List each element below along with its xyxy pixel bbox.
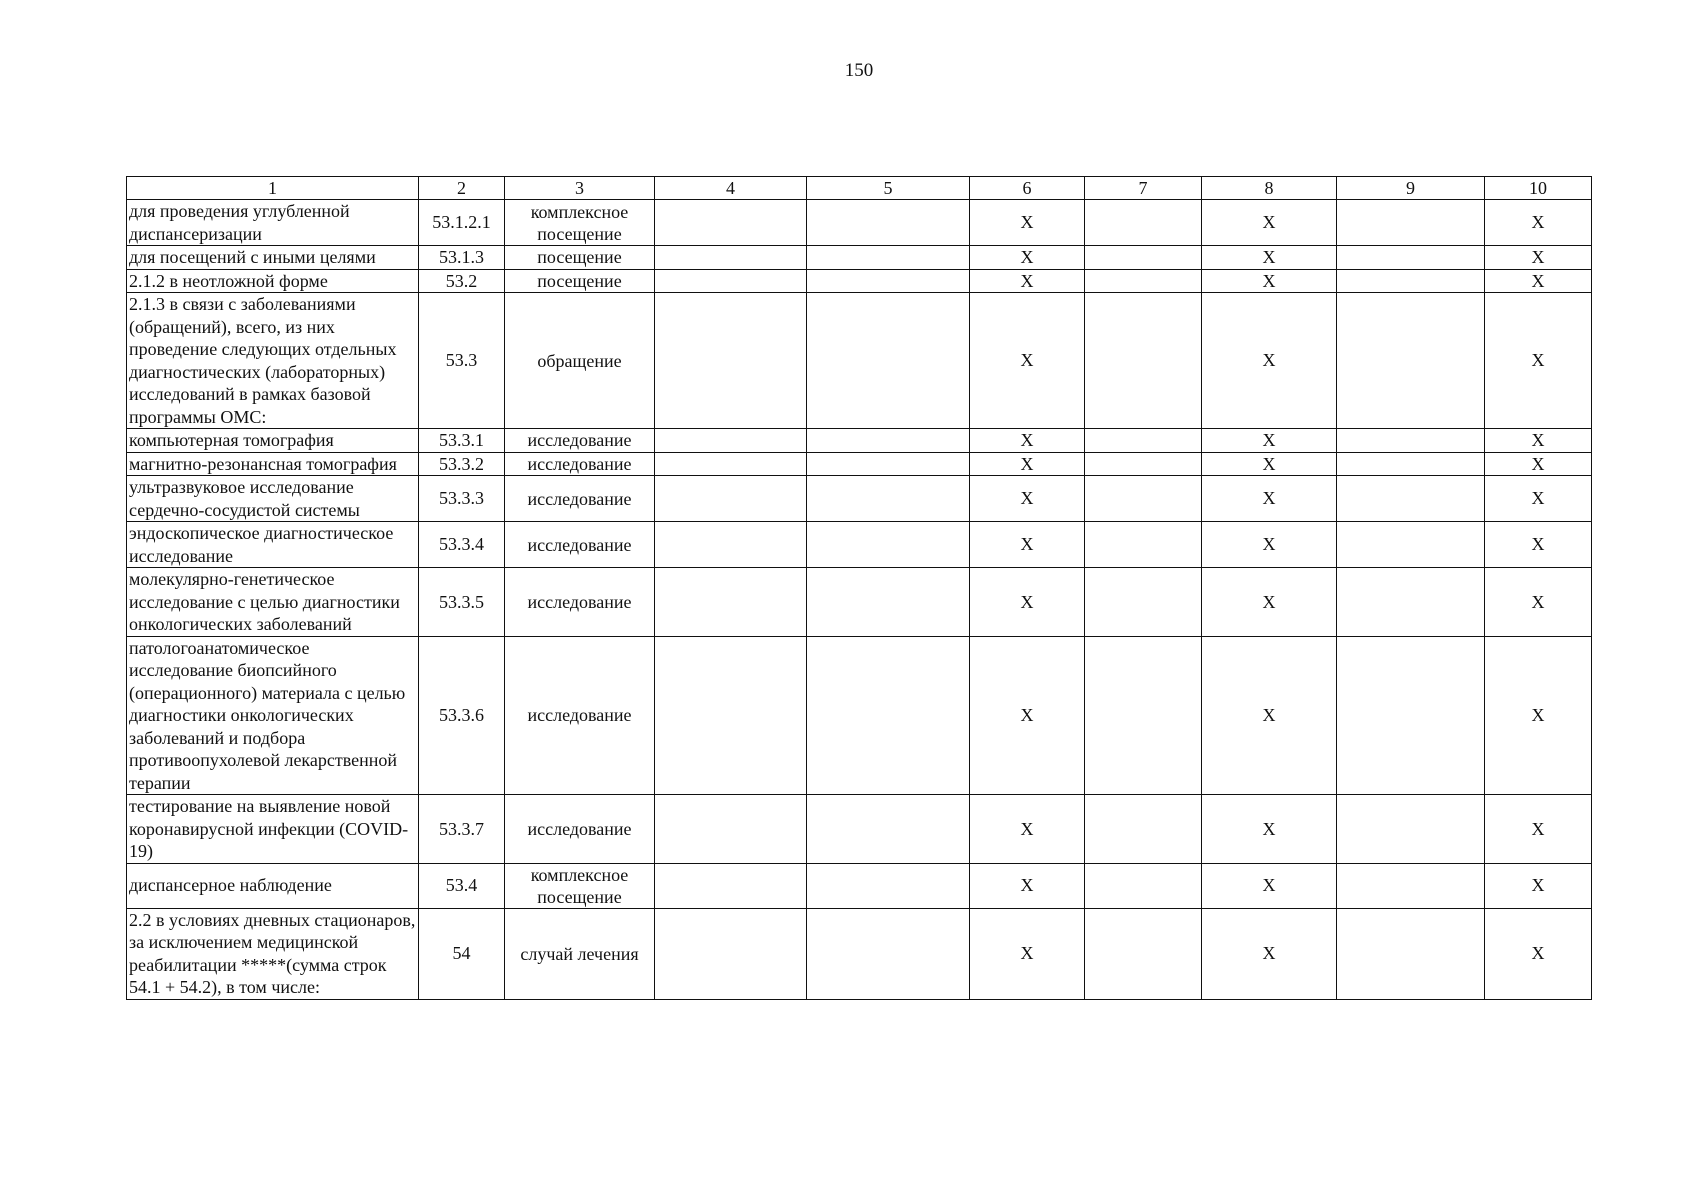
col8-cell: Х (1202, 246, 1337, 270)
page-number: 150 (844, 60, 874, 81)
row-unit-cell: исследование (505, 636, 655, 795)
col5-cell (807, 522, 970, 568)
row-code-cell: 53.3.7 (419, 795, 505, 864)
table-row (127, 568, 1592, 637)
row-code-cell: 53.2 (419, 269, 505, 293)
col5-cell (807, 452, 970, 476)
column-header: 10 (1485, 177, 1592, 200)
column-header: 8 (1202, 177, 1337, 200)
col7-cell (1085, 200, 1202, 246)
col9-cell (1337, 795, 1485, 864)
col7-cell (1085, 452, 1202, 476)
col8-cell: Х (1202, 200, 1337, 246)
col4-cell (655, 452, 807, 476)
col10-cell: Х (1485, 246, 1592, 270)
col4-cell (655, 246, 807, 270)
row-code-cell: 53.3.4 (419, 522, 505, 568)
col5-cell (807, 429, 970, 453)
col9-cell (1337, 522, 1485, 568)
col10-cell: Х (1485, 908, 1592, 999)
col8-cell: Х (1202, 636, 1337, 795)
row-unit-cell: случай лечения (505, 908, 655, 999)
row-name-cell: диспансерное наблюдение (127, 863, 419, 908)
col6-cell: Х (970, 269, 1085, 293)
col7-cell (1085, 908, 1202, 999)
table-row (127, 269, 1592, 293)
col6-cell: Х (970, 476, 1085, 522)
col4-cell (655, 200, 807, 246)
column-header: 7 (1085, 177, 1202, 200)
col10-cell: Х (1485, 476, 1592, 522)
col6-cell: Х (970, 452, 1085, 476)
col5-cell (807, 246, 970, 270)
col9-cell (1337, 863, 1485, 908)
row-name-cell: 2.1.2 в неотложной форме (127, 269, 419, 293)
col7-cell (1085, 246, 1202, 270)
table-row (127, 452, 1592, 476)
row-name-cell: ультразвуковое исследование сердечно-сосудистой системы (127, 476, 419, 522)
col10-cell: Х (1485, 293, 1592, 429)
col10-cell: Х (1485, 568, 1592, 637)
col8-cell: Х (1202, 269, 1337, 293)
col8-cell: Х (1202, 522, 1337, 568)
column-header: 1 (127, 177, 419, 200)
table-row (127, 476, 1592, 522)
col9-cell (1337, 200, 1485, 246)
col7-cell (1085, 429, 1202, 453)
row-name-cell: патологоанатомическое исследование биопсийного (операционного) материала с целью диагностики онкологических заболеваний и подбора противоопухолевой лекарственной терапии (127, 636, 419, 795)
col9-cell (1337, 908, 1485, 999)
row-name-cell: компьютерная томография (127, 429, 419, 453)
col6-cell: Х (970, 522, 1085, 568)
col8-cell: Х (1202, 568, 1337, 637)
col6-cell: Х (970, 795, 1085, 864)
col4-cell (655, 568, 807, 637)
col9-cell (1337, 293, 1485, 429)
col6-cell: Х (970, 293, 1085, 429)
row-name-cell: магнитно-резонансная томография (127, 452, 419, 476)
row-code-cell: 53.3.2 (419, 452, 505, 476)
col9-cell (1337, 636, 1485, 795)
col6-cell: Х (970, 636, 1085, 795)
col4-cell (655, 636, 807, 795)
row-code-cell: 53.3.1 (419, 429, 505, 453)
table-row (127, 522, 1592, 568)
col4-cell (655, 269, 807, 293)
col5-cell (807, 293, 970, 429)
row-code-cell: 53.4 (419, 863, 505, 908)
col7-cell (1085, 568, 1202, 637)
col10-cell: Х (1485, 200, 1592, 246)
col8-cell: Х (1202, 795, 1337, 864)
col9-cell (1337, 429, 1485, 453)
row-unit-cell: комплексное посещение (505, 200, 655, 246)
col10-cell: Х (1485, 863, 1592, 908)
col9-cell (1337, 269, 1485, 293)
row-unit-cell: исследование (505, 568, 655, 637)
row-unit-cell: обращение (505, 293, 655, 429)
row-name-cell: 2.2 в условиях дневных стационаров, за исключением медицинской реабилитации *****(сумма строк 54.1 + 54.2), в том числе: (127, 908, 419, 999)
col6-cell: Х (970, 429, 1085, 453)
table-row (127, 908, 1592, 999)
col6-cell: Х (970, 246, 1085, 270)
row-code-cell: 53.3 (419, 293, 505, 429)
row-unit-cell: посещение (505, 269, 655, 293)
col5-cell (807, 908, 970, 999)
table-row (127, 636, 1592, 795)
row-unit-cell: исследование (505, 522, 655, 568)
col7-cell (1085, 269, 1202, 293)
col9-cell (1337, 476, 1485, 522)
col5-cell (807, 795, 970, 864)
col10-cell: Х (1485, 636, 1592, 795)
row-unit-cell: комплексное посещение (505, 863, 655, 908)
col5-cell (807, 568, 970, 637)
col8-cell: Х (1202, 452, 1337, 476)
row-name-cell: для проведения углубленной диспансеризации (127, 200, 419, 246)
col7-cell (1085, 522, 1202, 568)
data-table (126, 176, 1592, 1000)
col10-cell: Х (1485, 522, 1592, 568)
table-header-row (127, 177, 1592, 200)
row-name-cell: эндоскопическое диагностическое исследование (127, 522, 419, 568)
col7-cell (1085, 795, 1202, 864)
row-name-cell: для посещений с иными целями (127, 246, 419, 270)
row-code-cell: 53.3.3 (419, 476, 505, 522)
col6-cell: Х (970, 908, 1085, 999)
row-code-cell: 54 (419, 908, 505, 999)
col7-cell (1085, 863, 1202, 908)
row-name-cell: 2.1.3 в связи с заболеваниями (обращений), всего, из них проведение следующих отдельных диагностических (лабораторных) исследований в рамках базовой программы ОМС: (127, 293, 419, 429)
col9-cell (1337, 568, 1485, 637)
row-code-cell: 53.1.3 (419, 246, 505, 270)
row-name-cell: молекулярно-генетическое исследование с целью диагностики онкологических заболеваний (127, 568, 419, 637)
col5-cell (807, 269, 970, 293)
col8-cell: Х (1202, 908, 1337, 999)
column-header: 4 (655, 177, 807, 200)
col4-cell (655, 522, 807, 568)
table-row (127, 246, 1592, 270)
col6-cell: Х (970, 200, 1085, 246)
column-header: 5 (807, 177, 970, 200)
row-unit-cell: исследование (505, 452, 655, 476)
table-row (127, 863, 1592, 908)
row-name-cell: тестирование на выявление новой коронавирусной инфекции (COVID-19) (127, 795, 419, 864)
col8-cell: Х (1202, 863, 1337, 908)
table-row (127, 200, 1592, 246)
column-header: 6 (970, 177, 1085, 200)
col5-cell (807, 863, 970, 908)
col10-cell: Х (1485, 269, 1592, 293)
col8-cell: Х (1202, 476, 1337, 522)
table-row (127, 429, 1592, 453)
col4-cell (655, 908, 807, 999)
col4-cell (655, 863, 807, 908)
table-row (127, 795, 1592, 864)
col9-cell (1337, 246, 1485, 270)
col7-cell (1085, 293, 1202, 429)
col4-cell (655, 429, 807, 453)
row-code-cell: 53.3.6 (419, 636, 505, 795)
col7-cell (1085, 636, 1202, 795)
col4-cell (655, 293, 807, 429)
col4-cell (655, 476, 807, 522)
col7-cell (1085, 476, 1202, 522)
col6-cell: Х (970, 568, 1085, 637)
col6-cell: Х (970, 863, 1085, 908)
col8-cell: Х (1202, 429, 1337, 453)
row-code-cell: 53.3.5 (419, 568, 505, 637)
col8-cell: Х (1202, 293, 1337, 429)
column-header: 2 (419, 177, 505, 200)
col9-cell (1337, 452, 1485, 476)
row-unit-cell: посещение (505, 246, 655, 270)
col10-cell: Х (1485, 452, 1592, 476)
table-row (127, 293, 1592, 429)
col5-cell (807, 476, 970, 522)
col10-cell: Х (1485, 429, 1592, 453)
row-unit-cell: исследование (505, 795, 655, 864)
column-header: 9 (1337, 177, 1485, 200)
col4-cell (655, 795, 807, 864)
col10-cell: Х (1485, 795, 1592, 864)
col5-cell (807, 636, 970, 795)
row-unit-cell: исследование (505, 476, 655, 522)
col5-cell (807, 200, 970, 246)
column-header: 3 (505, 177, 655, 200)
row-unit-cell: исследование (505, 429, 655, 453)
row-code-cell: 53.1.2.1 (419, 200, 505, 246)
